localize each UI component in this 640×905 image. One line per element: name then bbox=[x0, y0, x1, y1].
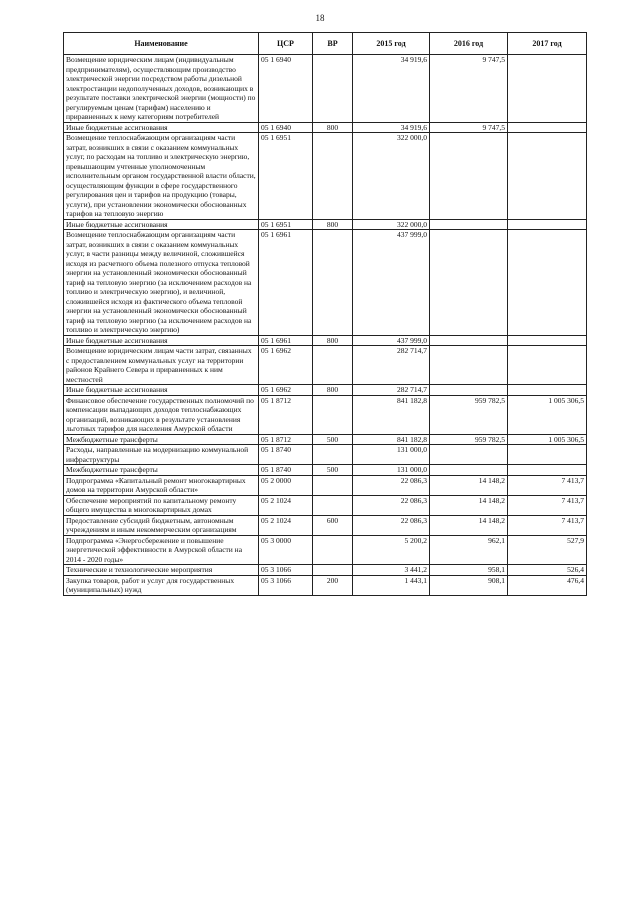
table-row bbox=[64, 335, 587, 346]
row-value-2017 bbox=[508, 55, 587, 123]
table-row bbox=[64, 575, 587, 595]
row-value-2016: 14 148,2 bbox=[430, 475, 508, 495]
row-name: Иные бюджетные ассигнования bbox=[64, 385, 259, 396]
row-csr: 05 1 6962 bbox=[259, 385, 313, 396]
budget-table bbox=[63, 32, 587, 596]
row-value-2015: 34 919,6 bbox=[353, 122, 430, 133]
row-value-2015: 22 086,3 bbox=[353, 475, 430, 495]
row-value-2016: 959 782,5 bbox=[430, 395, 508, 434]
row-csr: 05 2 1024 bbox=[259, 515, 313, 535]
row-csr: 05 2 0000 bbox=[259, 475, 313, 495]
header-csr: ЦСР bbox=[259, 33, 313, 55]
row-value-2017 bbox=[508, 346, 587, 385]
row-vr bbox=[313, 133, 353, 220]
table-row bbox=[64, 465, 587, 476]
row-name: Расходы, направленные на модернизацию коммунальной инфраструктуры bbox=[64, 445, 259, 465]
row-value-2016: 958,1 bbox=[430, 565, 508, 576]
table-row bbox=[64, 55, 587, 123]
row-csr: 05 3 1066 bbox=[259, 565, 313, 576]
row-vr bbox=[313, 55, 353, 123]
row-value-2017: 527,9 bbox=[508, 535, 587, 565]
row-value-2015: 5 200,2 bbox=[353, 535, 430, 565]
table-row bbox=[64, 475, 587, 495]
row-value-2017: 476,4 bbox=[508, 575, 587, 595]
row-value-2017 bbox=[508, 465, 587, 476]
row-name: Технические и технологические мероприятия bbox=[64, 565, 259, 576]
row-vr: 800 bbox=[313, 122, 353, 133]
row-csr: 05 1 6951 bbox=[259, 219, 313, 230]
row-value-2016: 9 747,5 bbox=[430, 55, 508, 123]
row-value-2016: 14 148,2 bbox=[430, 495, 508, 515]
row-value-2017: 7 413,7 bbox=[508, 515, 587, 535]
table-row bbox=[64, 515, 587, 535]
row-value-2016 bbox=[430, 133, 508, 220]
header-2017: 2017 год bbox=[508, 33, 587, 55]
table-row bbox=[64, 133, 587, 220]
row-value-2016 bbox=[430, 346, 508, 385]
row-name: Иные бюджетные ассигнования bbox=[64, 335, 259, 346]
row-name: Иные бюджетные ассигнования bbox=[64, 122, 259, 133]
row-csr: 05 3 1066 bbox=[259, 575, 313, 595]
row-name: Финансовое обеспечение государственных полномочий по компенсации выпадающих доходов теплоснабжающих организаций, возникающих в результате установления льготных тарифов для населения Амурской области bbox=[64, 395, 259, 434]
row-value-2016 bbox=[430, 445, 508, 465]
row-vr: 800 bbox=[313, 335, 353, 346]
table-row bbox=[64, 122, 587, 133]
table-row bbox=[64, 385, 587, 396]
row-name: Межбюджетные трансферты bbox=[64, 434, 259, 445]
row-csr: 05 1 6961 bbox=[259, 335, 313, 346]
row-csr: 05 1 8712 bbox=[259, 434, 313, 445]
row-name: Возмещение теплоснабжающим организациям части затрат, возникших в связи с оказанием коммунальных услуг, по расходам на топливо и электрическую энергию, превышающим учтенные уполномоченным исполнительным органом государственной власти области, осуществляющим функции в сфере государственного регулирования цен и тарифов на продукцию (товары, услуги), при установлении экономически обоснованных тарифов на тепловую энергию bbox=[64, 133, 259, 220]
row-vr: 200 bbox=[313, 575, 353, 595]
row-value-2017: 7 413,7 bbox=[508, 475, 587, 495]
row-value-2015: 1 443,1 bbox=[353, 575, 430, 595]
row-vr bbox=[313, 445, 353, 465]
row-value-2016 bbox=[430, 465, 508, 476]
row-value-2017: 526,4 bbox=[508, 565, 587, 576]
row-vr: 600 bbox=[313, 515, 353, 535]
row-vr: 500 bbox=[313, 434, 353, 445]
row-name: Возмещение юридическим лицам части затрат, связанных с предоставлением коммунальных услуг на территории районов Крайнего Севера и приравненных к ним местностей bbox=[64, 346, 259, 385]
row-csr: 05 1 8740 bbox=[259, 465, 313, 476]
row-name: Иные бюджетные ассигнования bbox=[64, 219, 259, 230]
row-vr: 800 bbox=[313, 385, 353, 396]
row-vr: 800 bbox=[313, 219, 353, 230]
row-csr: 05 1 6962 bbox=[259, 346, 313, 385]
table-row bbox=[64, 565, 587, 576]
row-value-2017: 1 005 306,5 bbox=[508, 434, 587, 445]
row-value-2015: 22 086,3 bbox=[353, 495, 430, 515]
row-value-2017 bbox=[508, 335, 587, 346]
row-value-2015: 282 714,7 bbox=[353, 385, 430, 396]
row-name: Возмещение юридическим лицам (индивидуальным предпринимателям), осуществляющим производство электрической энергии посредством работы дизельной электростанции недополученных доходов, возникающих в результате поставки электрической энергии (мощности) по регулируемым ценам (тарифам) населению и приравненных к нему категориям потребителей bbox=[64, 55, 259, 123]
row-vr bbox=[313, 565, 353, 576]
row-vr bbox=[313, 495, 353, 515]
row-value-2017 bbox=[508, 133, 587, 220]
row-csr: 05 1 8712 bbox=[259, 395, 313, 434]
table-row bbox=[64, 535, 587, 565]
row-csr: 05 1 6940 bbox=[259, 55, 313, 123]
row-value-2015: 437 999,0 bbox=[353, 335, 430, 346]
row-value-2015: 3 441,2 bbox=[353, 565, 430, 576]
row-name: Закупка товаров, работ и услуг для государственных (муниципальных) нужд bbox=[64, 575, 259, 595]
row-value-2016: 908,1 bbox=[430, 575, 508, 595]
row-value-2015: 131 000,0 bbox=[353, 445, 430, 465]
row-value-2015: 131 000,0 bbox=[353, 465, 430, 476]
row-value-2017 bbox=[508, 445, 587, 465]
row-name: Возмещение теплоснабжающим организациям части затрат, возникших в связи с оказанием коммунальных услуг, в части разницы между величиной, сложившейся исходя из расчетного объема полезного отпуска тепловой энергии на установленный экономически обоснованный тариф на тепловую энергию (за исключением расходов на топливо и электрическую энергию), и величиной, сложившейся исходя из фактического объема тепловой энергии на установленный экономически обоснованный тариф на тепловую энергию (за исключением расходов на топливо и электрическую энергию) bbox=[64, 230, 259, 336]
table-row bbox=[64, 346, 587, 385]
table-row bbox=[64, 219, 587, 230]
row-value-2017 bbox=[508, 385, 587, 396]
row-csr: 05 1 6961 bbox=[259, 230, 313, 336]
row-csr: 05 3 0000 bbox=[259, 535, 313, 565]
row-vr: 500 bbox=[313, 465, 353, 476]
row-value-2015: 282 714,7 bbox=[353, 346, 430, 385]
row-vr bbox=[313, 395, 353, 434]
header-2016: 2016 год bbox=[430, 33, 508, 55]
row-value-2015: 22 086,3 bbox=[353, 515, 430, 535]
row-value-2015: 437 999,0 bbox=[353, 230, 430, 336]
row-name: Подпрограмма «Энергосбережение и повышение энергетической эффективности в Амурской области на 2014 - 2020 годы» bbox=[64, 535, 259, 565]
row-vr bbox=[313, 230, 353, 336]
row-value-2015: 841 182,8 bbox=[353, 434, 430, 445]
table-row bbox=[64, 445, 587, 465]
row-value-2016 bbox=[430, 385, 508, 396]
row-value-2016: 14 148,2 bbox=[430, 515, 508, 535]
row-value-2016 bbox=[430, 335, 508, 346]
header-name: Наименование bbox=[64, 33, 259, 55]
row-csr: 05 1 6951 bbox=[259, 133, 313, 220]
row-value-2017 bbox=[508, 230, 587, 336]
header-2015: 2015 год bbox=[353, 33, 430, 55]
row-value-2015: 34 919,6 bbox=[353, 55, 430, 123]
row-vr bbox=[313, 535, 353, 565]
row-vr bbox=[313, 346, 353, 385]
row-value-2017 bbox=[508, 219, 587, 230]
row-name: Предоставление субсидий бюджетным, автономным учреждениям и иным некоммерческим организациям bbox=[64, 515, 259, 535]
page-number: 18 bbox=[315, 13, 325, 23]
row-csr: 05 1 8740 bbox=[259, 445, 313, 465]
row-name: Межбюджетные трансферты bbox=[64, 465, 259, 476]
row-value-2015: 841 182,8 bbox=[353, 395, 430, 434]
row-vr bbox=[313, 475, 353, 495]
row-value-2015: 322 000,0 bbox=[353, 219, 430, 230]
row-value-2017 bbox=[508, 122, 587, 133]
table-row bbox=[64, 495, 587, 515]
row-value-2015: 322 000,0 bbox=[353, 133, 430, 220]
table-header-row bbox=[64, 33, 587, 55]
row-csr: 05 1 6940 bbox=[259, 122, 313, 133]
row-value-2016 bbox=[430, 230, 508, 336]
row-value-2016: 9 747,5 bbox=[430, 122, 508, 133]
row-value-2016 bbox=[430, 219, 508, 230]
header-vr: ВР bbox=[313, 33, 353, 55]
row-value-2016: 962,1 bbox=[430, 535, 508, 565]
row-value-2017: 1 005 306,5 bbox=[508, 395, 587, 434]
row-csr: 05 2 1024 bbox=[259, 495, 313, 515]
table-row bbox=[64, 230, 587, 336]
row-value-2017: 7 413,7 bbox=[508, 495, 587, 515]
table-row bbox=[64, 434, 587, 445]
row-name: Подпрограмма «Капитальный ремонт многоквартирных домов на территории Амурской области» bbox=[64, 475, 259, 495]
row-value-2016: 959 782,5 bbox=[430, 434, 508, 445]
table-row bbox=[64, 395, 587, 434]
row-name: Обеспечение мероприятий по капитальному ремонту общего имущества в многоквартирных домах bbox=[64, 495, 259, 515]
